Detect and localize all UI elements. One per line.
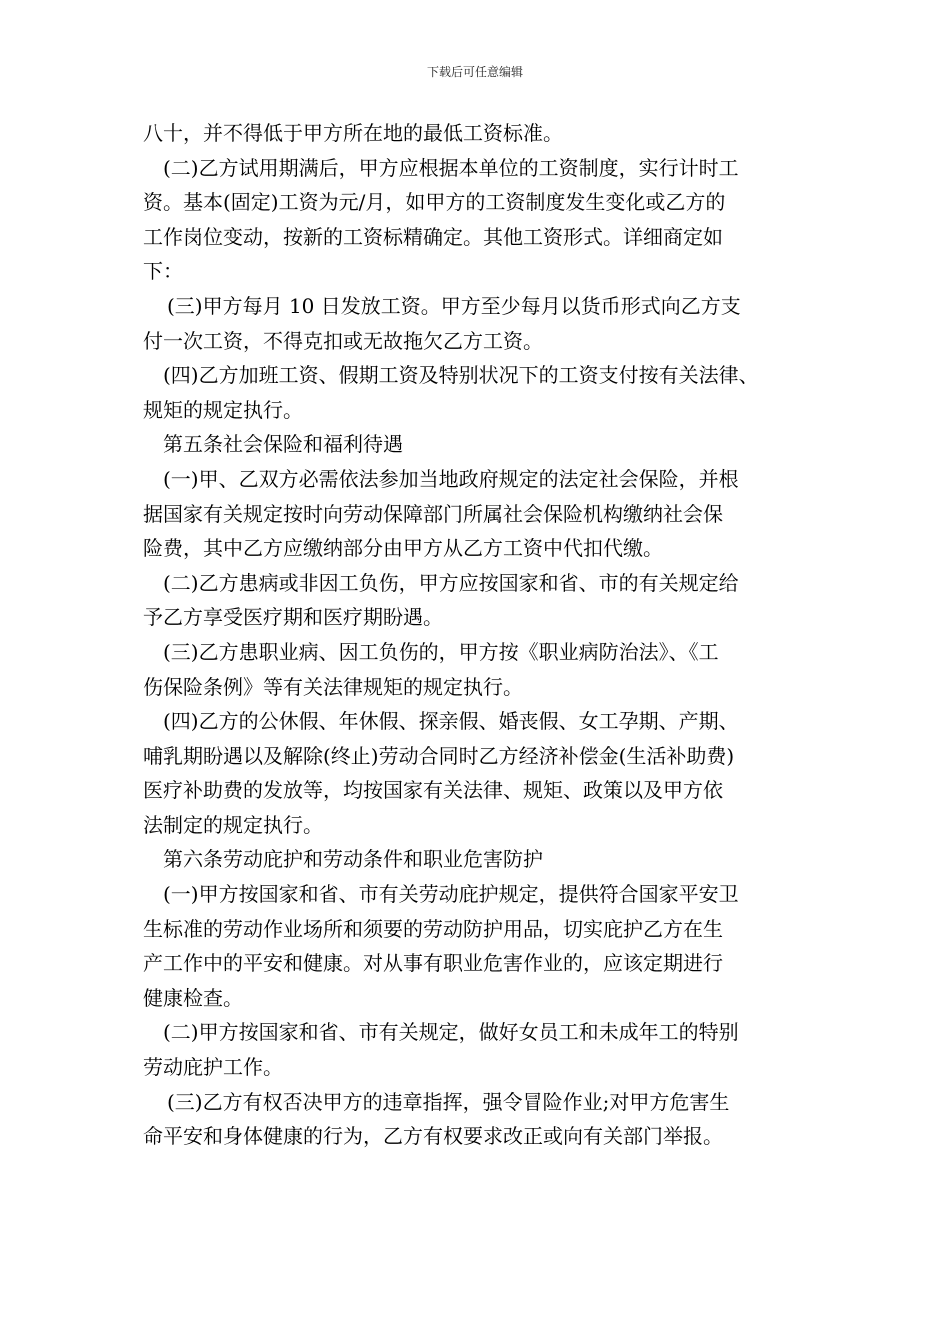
- text-line: 规矩的规定执行。: [143, 397, 303, 422]
- text-line: 下：: [143, 259, 183, 284]
- text-line: 法制定的规定执行。: [143, 812, 323, 837]
- text-line: 劳动庇护工作。: [143, 1055, 283, 1080]
- text-line: (二)乙方患病或非因工负伤，甲方应按国家和省、市的有关规定给: [163, 570, 739, 595]
- text-line: (一)甲方按国家和省、市有关劳动庇护规定，提供符合国家平安卫: [163, 882, 739, 907]
- page-header: 下载后可任意编辑: [426, 65, 523, 79]
- text-line: 健康检查。: [143, 985, 243, 1010]
- text-line: (二)乙方试用期满后，甲方应根据本单位的工资制度，实行计时工: [163, 155, 739, 180]
- text-line: 伤保险条例》等有关法律规矩的规定执行。: [143, 674, 523, 699]
- text-line: 生标准的劳动作业场所和须要的劳动防护用品，切实庇护乙方在生: [143, 916, 723, 941]
- text-line: 产工作中的平安和健康。对从事有职业危害作业的，应该定期进行: [143, 951, 723, 976]
- text-line: 命平安和身体健康的行为，乙方有权要求改正或向有关部门举报。: [143, 1124, 723, 1149]
- text-line: 险费，其中乙方应缴纳部分由甲方从乙方工资中代扣代缴。: [143, 536, 663, 561]
- text-line: (三)乙方有权否决甲方的违章指挥，强令冒险作业;对甲方危害生: [167, 1089, 730, 1114]
- text-line: 予乙方享受医疗期和医疗期盼遇。: [143, 605, 443, 630]
- text-line: 哺乳期盼遇以及解除(终止)劳动合同时乙方经济补偿金(生活补助费): [143, 743, 735, 768]
- text-line: (三)乙方患职业病、因工负伤的，甲方按《职业病防治法》、《工: [163, 639, 719, 664]
- document-body: [143, 116, 843, 1154]
- text-line: 资。基本(固定)工资为元/月，如甲方的工资制度发生变化或乙方的: [143, 190, 726, 215]
- text-line: 工作岗位变动，按新的工资标精确定。其他工资形式。详细商定如: [143, 224, 723, 249]
- text-line: 据国家有关规定按时向劳动保障部门所属社会保险机构缴纳社会保: [143, 501, 723, 526]
- section-heading: 第五条社会保险和福利待遇: [163, 432, 403, 457]
- text-line: 医疗补助费的发放等，均按国家有关法律、规矩、政策以及甲方依: [143, 778, 723, 803]
- section-heading: 第六条劳动庇护和劳动条件和职业危害防护: [163, 847, 543, 872]
- text-line: (二)甲方按国家和省、市有关规定，做好女员工和未成年工的特别: [163, 1020, 739, 1045]
- text-line: 八十，并不得低于甲方所在地的最低工资标准。: [143, 121, 563, 145]
- text-line: (四)乙方的公休假、年休假、探亲假、婚丧假、女工孕期、产期、: [163, 709, 739, 734]
- text-line: (四)乙方加班工资、假期工资及特别状况下的工资支付按有关法律、: [163, 363, 759, 388]
- text-line: 付一次工资，不得克扣或无故拖欠乙方工资。: [143, 328, 543, 353]
- text-line: (三)甲方每月 10 日发放工资。甲方至少每月以货币形式向乙方支: [167, 293, 741, 318]
- text-line: (一)甲、乙双方必需依法参加当地政府规定的法定社会保险，并根: [163, 466, 739, 491]
